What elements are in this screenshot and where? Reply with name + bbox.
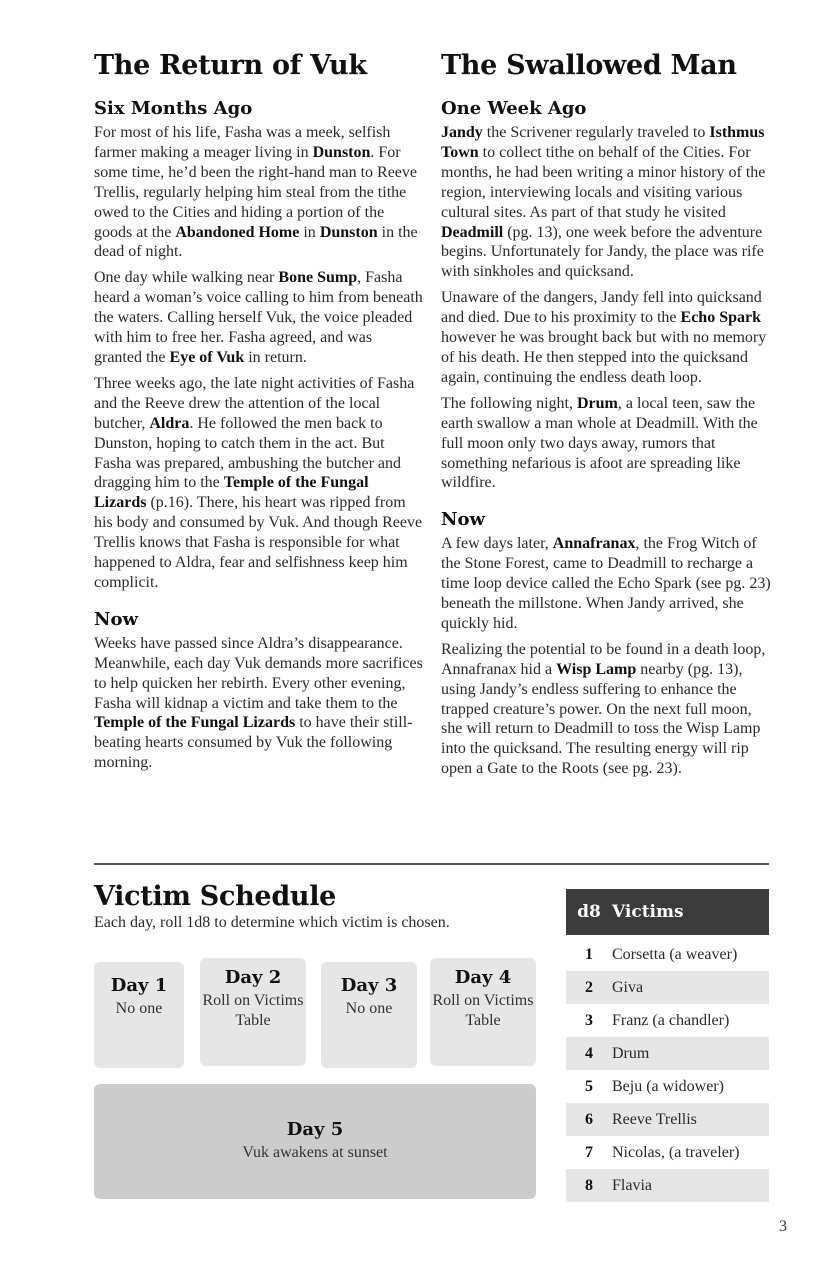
bold-term: Dunston <box>319 223 378 241</box>
left-paragraph-2 <box>94 268 424 368</box>
bold-term: Wisp Lamp <box>556 660 637 678</box>
row-number: 3 <box>585 1011 593 1029</box>
right-column <box>441 50 776 785</box>
bold-term: Eye of Vuk <box>169 348 245 366</box>
victims-table-body <box>566 938 769 1202</box>
table-row <box>566 1004 769 1037</box>
bold-term: Aldra <box>149 414 190 432</box>
day-card-3 <box>321 962 417 1068</box>
text-run: , a local teen, saw the earth swallow a man whole at Deadmill. With the full moon only two days away, rumors that something nefarious is afoot are spreading like wildfire. <box>441 394 758 492</box>
right-paragraph-5 <box>441 640 776 779</box>
table-row <box>566 1136 769 1169</box>
day-card-title: Day 3 <box>340 975 398 996</box>
text-run: Weeks have passed since Aldra’s disappearance. Meanwhile, each day Vuk demands more sacrifices to help quicken her rebirth. Every other evening, Fasha will kidnap a victim and take them to the <box>94 634 423 712</box>
day-card-text: Roll on Victims Table <box>202 992 304 1029</box>
schedule-title: Victim Schedule <box>94 881 337 912</box>
row-number: 2 <box>585 978 593 996</box>
bold-term: Echo Spark <box>680 309 761 327</box>
text-run: , Fasha heard a woman’s voice calling to him from beneath the waters. Calling herself Vuk, the voice pleaded with him to free her. Fasha agreed, and was granted the <box>94 269 423 366</box>
text-run: (pg. 13), one week before the adventure begins. Unfortunately for Jandy, the place was rife with sinkholes and quicksand. <box>441 223 764 281</box>
text-run: nearby (pg. 13), using Jandy’s endless suffering to enhance the trapped creature’s power. On the next full moon, she will return to Deadmill to toss the Wisp Lamp into the quicksand. The resulting energy will rip open a Gate to the Roots (see pg. 23). <box>441 660 761 778</box>
bold-term: Abandoned Home <box>175 223 300 241</box>
day-card-text: Vuk awakens at sunset <box>242 1144 388 1161</box>
bold-term: Deadmill <box>441 223 504 241</box>
text-run: in the dead of night. <box>94 223 418 261</box>
text-run: For most of his life, Fasha was a meek, selfish farmer making a meager living in <box>94 124 391 161</box>
row-number: 1 <box>585 945 593 963</box>
right-section-heading-past: One Week Ago <box>441 98 587 119</box>
left-section-heading-now: Now <box>94 608 138 630</box>
text-run: the Scrivener regularly traveled to <box>482 124 710 141</box>
day-card-title: Day 5 <box>286 1119 344 1140</box>
table-row <box>566 1037 769 1070</box>
day-card-2 <box>200 958 306 1066</box>
left-paragraph-4 <box>94 634 424 773</box>
left-section-heading-past: Six Months Ago <box>94 98 253 119</box>
text-run: Realizing the potential to be found in a death loop, Annafranax hid a <box>441 640 766 678</box>
day-card-4 <box>430 958 536 1066</box>
table-row <box>566 938 769 971</box>
table-row <box>566 971 769 1004</box>
row-victim-name: Giva <box>612 978 644 996</box>
text-run: The following night, <box>441 394 577 412</box>
text-run: A few days later, <box>441 535 553 553</box>
row-number: 5 <box>585 1077 593 1095</box>
text-run: , the Frog Witch of the Stone Forest, came to Deadmill to recharge a time loop device called the Echo Spark (see pg. 23) beneath the millstone. When Jandy arrived, she quickly hid. <box>441 535 771 632</box>
row-number: 8 <box>585 1176 593 1194</box>
bold-term: Temple of the Fungal Lizards <box>94 474 369 512</box>
text-run: . He followed the men back to Dunston, hoping to catch them in the act. But Fasha was prepared, ambushing the butcher and dragging him to the <box>94 414 402 492</box>
bold-term: Jandy <box>441 124 483 141</box>
row-victim-name: Corsetta (a weaver) <box>612 945 738 963</box>
text-run: One day while walking near <box>94 269 279 287</box>
table-row <box>566 1169 769 1202</box>
row-number: 4 <box>585 1044 593 1062</box>
left-paragraph-1 <box>94 123 424 262</box>
left-paragraph-3 <box>94 374 424 593</box>
right-paragraph-4 <box>441 534 776 634</box>
row-victim-name: Franz (a chandler) <box>612 1011 730 1029</box>
row-victim-name: Beju (a widower) <box>612 1077 724 1095</box>
text-run: (p.16). There, his heart was ripped from his body and consumed by Vuk. And though Reeve Trellis knows that Fasha is responsible for what happened to Aldra, fear and selfishness keep him complicit. <box>94 494 423 591</box>
bold-term: Bone Sump <box>278 269 358 287</box>
bold-term: Dunston <box>312 143 371 161</box>
bold-term: Temple of the Fungal Lizards <box>94 714 296 732</box>
section-divider <box>94 863 769 865</box>
header-die: d8 <box>577 902 601 922</box>
table-row <box>566 1103 769 1136</box>
day-card-text: No one <box>345 1000 393 1017</box>
text-run: Three weeks ago, the late night activities of Fasha and the Reeve drew the attention of the local butcher, <box>94 374 415 432</box>
right-title: The Swallowed Man <box>441 50 737 81</box>
row-number: 6 <box>585 1110 593 1128</box>
row-number: 7 <box>585 1143 593 1161</box>
header-victims: Victims <box>612 902 684 922</box>
text-run: to have their still-beating hearts consumed by Vuk the following morning. <box>94 714 413 772</box>
left-title: The Return of Vuk <box>94 50 367 81</box>
text-run: in return. <box>244 348 307 366</box>
day-card-text: No one <box>115 1000 163 1017</box>
day-card-5 <box>94 1084 536 1199</box>
bold-term: Annafranax <box>552 535 636 553</box>
text-run: . For some time, he’d been the right-hand man to Reeve Trellis, regularly helping him steal from the tithe owed to the Cities and hiding a portion of the goods at the <box>94 143 418 241</box>
text-run: Unaware of the dangers, Jandy fell into quicksand and died. Due to his proximity to the <box>441 289 762 327</box>
day-card-title: Day 2 <box>224 967 282 988</box>
text-run: to collect tithe on behalf of the Cities. For months, he had been writing a minor history of the region, interviewing locals and visiting various cultural sites. As part of that study he visited <box>441 143 766 221</box>
bold-term: Drum <box>576 394 618 412</box>
day-card-text: Roll on Victims Table <box>432 992 534 1029</box>
table-row <box>566 1070 769 1103</box>
text-run: in <box>299 223 320 241</box>
victims-table <box>566 889 769 1202</box>
right-section-heading-now: Now <box>441 509 485 531</box>
right-paragraph-2 <box>441 288 776 388</box>
row-victim-name: Nicolas, (a traveler) <box>612 1143 740 1161</box>
day-card-1 <box>94 962 184 1068</box>
left-column <box>94 50 424 779</box>
row-victim-name: Flavia <box>612 1176 652 1194</box>
right-paragraph-1 <box>441 123 776 282</box>
victims-table-header <box>566 889 769 935</box>
right-paragraph-3 <box>441 394 776 494</box>
page-number: 3 <box>779 1218 787 1235</box>
row-victim-name: Drum <box>612 1044 650 1062</box>
bold-term: Isthmus Town <box>441 124 765 161</box>
text-run: however he was brought back but with no memory of his death. He then stepped into the quicksand again, continuing the endless death loop. <box>441 329 767 386</box>
row-victim-name: Reeve Trellis <box>612 1110 697 1128</box>
schedule-subtitle: Each day, roll 1d8 to determine which victim is chosen. <box>94 914 450 931</box>
day-card-title: Day 1 <box>110 975 168 996</box>
day-card-title: Day 4 <box>454 967 512 988</box>
